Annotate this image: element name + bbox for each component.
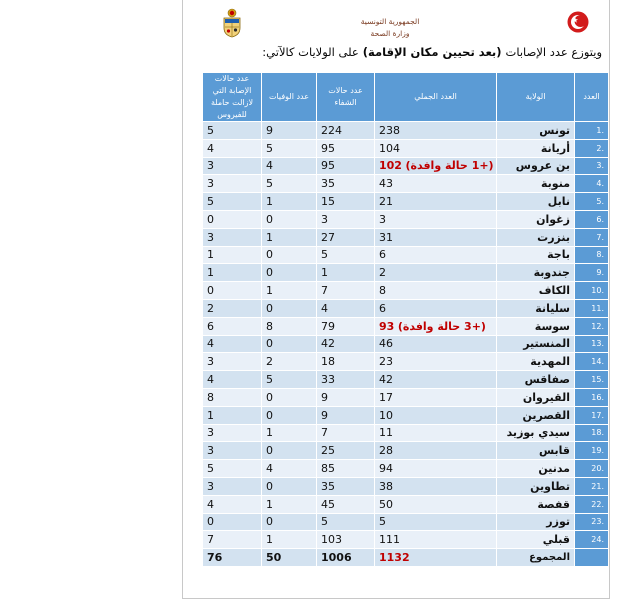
row-total-cell	[375, 460, 497, 478]
table-row	[203, 495, 609, 513]
row-index: 18.	[575, 424, 609, 442]
row-governorate: أريانة	[497, 139, 575, 157]
row-total: 2	[379, 266, 386, 280]
row-total-cell	[375, 513, 497, 531]
cases-by-governorate-table	[202, 72, 609, 567]
table-row	[203, 406, 609, 424]
row-total-cell	[375, 210, 497, 228]
republic-title: الجمهورية التونسية	[360, 17, 420, 26]
table-row	[203, 210, 609, 228]
row-governorate: سيدي بوزيد	[497, 424, 575, 442]
row-governorate: باجة	[497, 246, 575, 264]
row-deaths: 0	[262, 406, 317, 424]
row-active: 3	[203, 353, 262, 371]
ministry-title: وزارة الصحة	[370, 29, 410, 38]
row-recovered: 3	[317, 210, 375, 228]
totals-active: 76	[203, 549, 262, 567]
table-row	[203, 228, 609, 246]
table-row	[203, 157, 609, 175]
row-governorate: تطاوين	[497, 477, 575, 495]
row-total-cell	[375, 495, 497, 513]
table-row	[203, 299, 609, 317]
row-total-cell	[375, 477, 497, 495]
row-recovered: 18	[317, 353, 375, 371]
table-row	[203, 477, 609, 495]
row-total-cell	[375, 388, 497, 406]
intro-sentence	[188, 45, 602, 59]
header-recovered: عدد حالات الشفاء	[317, 73, 375, 122]
row-total: 17	[379, 390, 393, 404]
row-total-cell	[375, 371, 497, 389]
row-index: 21.	[575, 477, 609, 495]
header-active: عدد حالات الإصابة التي لازالت حاملة للفيروس	[203, 73, 262, 122]
row-active: 6	[203, 317, 262, 335]
row-recovered: 5	[317, 513, 375, 531]
header-total: العدد الجملي	[375, 73, 497, 122]
row-index: 24.	[575, 531, 609, 549]
row-index: 14.	[575, 353, 609, 371]
row-total: 43	[379, 177, 393, 191]
row-recovered: 35	[317, 477, 375, 495]
row-active: 0	[203, 513, 262, 531]
row-active: 7	[203, 531, 262, 549]
row-index: 1.	[575, 122, 609, 140]
table-row	[203, 282, 609, 300]
row-total-cell	[375, 175, 497, 193]
row-active: 0	[203, 282, 262, 300]
row-index: 3.	[575, 157, 609, 175]
row-recovered: 9	[317, 388, 375, 406]
row-deaths: 4	[262, 157, 317, 175]
row-active: 3	[203, 157, 262, 175]
row-total-cell	[375, 353, 497, 371]
row-index: 6.	[575, 210, 609, 228]
row-imported-cases-note: (+1 حالة وافدة)	[405, 159, 494, 173]
row-deaths: 5	[262, 371, 317, 389]
row-deaths: 1	[262, 531, 317, 549]
row-active: 5	[203, 460, 262, 478]
row-active: 0	[203, 210, 262, 228]
table-row	[203, 460, 609, 478]
row-recovered: 95	[317, 157, 375, 175]
row-total-cell	[375, 264, 497, 282]
row-total: 38	[379, 479, 393, 493]
table-row	[203, 424, 609, 442]
row-governorate: جندوبة	[497, 264, 575, 282]
row-active: 3	[203, 228, 262, 246]
totals-deaths: 50	[262, 549, 317, 567]
totals-label: المجموع	[497, 549, 575, 567]
row-total: 46	[379, 337, 393, 351]
row-governorate: منوبة	[497, 175, 575, 193]
row-total: 50	[379, 497, 393, 511]
row-total: 94	[379, 462, 393, 476]
row-index: 19.	[575, 442, 609, 460]
row-governorate: نابل	[497, 193, 575, 211]
row-deaths: 0	[262, 335, 317, 353]
row-deaths: 0	[262, 210, 317, 228]
row-governorate: صفاقس	[497, 371, 575, 389]
row-total-cell	[375, 157, 497, 175]
row-recovered: 103	[317, 531, 375, 549]
row-recovered: 42	[317, 335, 375, 353]
table-row	[203, 371, 609, 389]
table-row	[203, 317, 609, 335]
tunisia-coat-of-arms-icon	[222, 8, 242, 38]
row-governorate: مدنين	[497, 460, 575, 478]
row-governorate: قابس	[497, 442, 575, 460]
row-recovered: 224	[317, 122, 375, 140]
row-total: 3	[379, 212, 386, 226]
row-index: 22.	[575, 495, 609, 513]
table-row	[203, 139, 609, 157]
row-recovered: 1	[317, 264, 375, 282]
row-recovered: 33	[317, 371, 375, 389]
row-governorate: سليانة	[497, 299, 575, 317]
row-total-cell	[375, 442, 497, 460]
row-recovered: 85	[317, 460, 375, 478]
table-row	[203, 122, 609, 140]
row-deaths: 5	[262, 139, 317, 157]
table-row	[203, 442, 609, 460]
table-row	[203, 175, 609, 193]
row-active: 5	[203, 193, 262, 211]
row-recovered: 95	[317, 139, 375, 157]
row-recovered: 7	[317, 424, 375, 442]
row-active: 4	[203, 495, 262, 513]
row-total-cell	[375, 406, 497, 424]
row-deaths: 0	[262, 477, 317, 495]
row-active: 2	[203, 299, 262, 317]
row-total-cell	[375, 228, 497, 246]
row-index: 4.	[575, 175, 609, 193]
row-governorate: سوسة	[497, 317, 575, 335]
row-index: 12.	[575, 317, 609, 335]
row-recovered: 9	[317, 406, 375, 424]
row-total-cell	[375, 335, 497, 353]
row-recovered: 27	[317, 228, 375, 246]
row-total: 10	[379, 408, 393, 422]
totals-index-cell	[575, 549, 609, 567]
row-governorate: توزر	[497, 513, 575, 531]
row-total-cell	[375, 282, 497, 300]
row-active: 4	[203, 335, 262, 353]
row-governorate: القصرين	[497, 406, 575, 424]
row-index: 13.	[575, 335, 609, 353]
row-index: 10.	[575, 282, 609, 300]
row-index: 5.	[575, 193, 609, 211]
table-row	[203, 513, 609, 531]
header-governorate: الولاية	[497, 73, 575, 122]
table-row	[203, 353, 609, 371]
row-deaths: 8	[262, 317, 317, 335]
row-deaths: 1	[262, 282, 317, 300]
row-deaths: 1	[262, 424, 317, 442]
row-deaths: 0	[262, 299, 317, 317]
row-deaths: 2	[262, 353, 317, 371]
table-row	[203, 335, 609, 353]
row-active: 1	[203, 246, 262, 264]
row-deaths: 1	[262, 193, 317, 211]
row-index: 9.	[575, 264, 609, 282]
row-recovered: 4	[317, 299, 375, 317]
row-index: 23.	[575, 513, 609, 531]
row-recovered: 25	[317, 442, 375, 460]
row-deaths: 1	[262, 495, 317, 513]
row-total: 8	[379, 284, 386, 298]
row-deaths: 0	[262, 388, 317, 406]
row-active: 3	[203, 175, 262, 193]
row-recovered: 15	[317, 193, 375, 211]
row-deaths: 0	[262, 442, 317, 460]
row-total: 102	[379, 159, 402, 173]
row-recovered: 45	[317, 495, 375, 513]
row-total: 23	[379, 355, 393, 369]
row-governorate: بنزرت	[497, 228, 575, 246]
table-row	[203, 388, 609, 406]
row-total-cell	[375, 299, 497, 317]
row-index: 17.	[575, 406, 609, 424]
row-total: 28	[379, 444, 393, 458]
row-governorate: زغوان	[497, 210, 575, 228]
row-total-cell	[375, 531, 497, 549]
table-row	[203, 193, 609, 211]
row-governorate: المهدية	[497, 353, 575, 371]
row-total-cell	[375, 424, 497, 442]
header-deaths: عدد الوفيات	[262, 73, 317, 122]
row-recovered: 35	[317, 175, 375, 193]
table-row	[203, 264, 609, 282]
row-total: 93	[379, 319, 395, 333]
row-recovered: 79	[317, 317, 375, 335]
row-recovered: 7	[317, 282, 375, 300]
row-index: 7.	[575, 228, 609, 246]
intro-part-2: (بعد تحيين مكان الإقامة)	[362, 45, 502, 59]
table-header-row	[203, 73, 609, 122]
row-total: 238	[379, 123, 400, 137]
row-governorate: القيروان	[497, 388, 575, 406]
row-deaths: 0	[262, 246, 317, 264]
row-total-cell	[375, 122, 497, 140]
row-governorate: بن عروس	[497, 157, 575, 175]
row-governorate: تونس	[497, 122, 575, 140]
row-total: 21	[379, 195, 393, 209]
row-deaths: 5	[262, 175, 317, 193]
row-total: 111	[379, 533, 400, 547]
row-active: 4	[203, 139, 262, 157]
row-total: 104	[379, 141, 400, 155]
row-total: 42	[379, 373, 393, 387]
row-total: 5	[379, 515, 386, 529]
row-imported-cases-note: (+3 حالة وافدة)	[397, 319, 486, 333]
totals-row	[203, 549, 609, 567]
row-total-cell	[375, 246, 497, 264]
totals-recovered: 1006	[317, 549, 375, 567]
row-total-cell	[375, 193, 497, 211]
row-governorate: قفصة	[497, 495, 575, 513]
header-number: العدد	[575, 73, 609, 122]
row-deaths: 1	[262, 228, 317, 246]
row-active: 3	[203, 477, 262, 495]
row-active: 3	[203, 442, 262, 460]
row-total: 6	[379, 248, 386, 262]
row-total-cell	[375, 317, 497, 335]
row-recovered: 5	[317, 246, 375, 264]
row-index: 2.	[575, 139, 609, 157]
row-active: 5	[203, 122, 262, 140]
intro-part-3: على الولايات كالآتي:	[262, 45, 359, 59]
row-index: 8.	[575, 246, 609, 264]
row-deaths: 9	[262, 122, 317, 140]
row-deaths: 0	[262, 264, 317, 282]
row-total-cell	[375, 139, 497, 157]
row-total: 11	[379, 426, 393, 440]
row-total: 31	[379, 230, 393, 244]
intro-part-1: ويتوزع عدد الإصابات	[505, 45, 602, 59]
totals-total: 1132	[375, 549, 497, 567]
row-governorate: قبلي	[497, 531, 575, 549]
row-governorate: الكاف	[497, 282, 575, 300]
row-index: 16.	[575, 388, 609, 406]
row-active: 4	[203, 371, 262, 389]
row-index: 11.	[575, 299, 609, 317]
red-crescent-icon	[567, 11, 589, 33]
row-index: 15.	[575, 371, 609, 389]
row-governorate: المنستير	[497, 335, 575, 353]
row-index: 20.	[575, 460, 609, 478]
row-active: 1	[203, 264, 262, 282]
row-deaths: 0	[262, 513, 317, 531]
row-active: 3	[203, 424, 262, 442]
row-active: 8	[203, 388, 262, 406]
table-row	[203, 246, 609, 264]
row-deaths: 4	[262, 460, 317, 478]
row-total: 6	[379, 301, 386, 315]
table-row	[203, 531, 609, 549]
row-active: 1	[203, 406, 262, 424]
